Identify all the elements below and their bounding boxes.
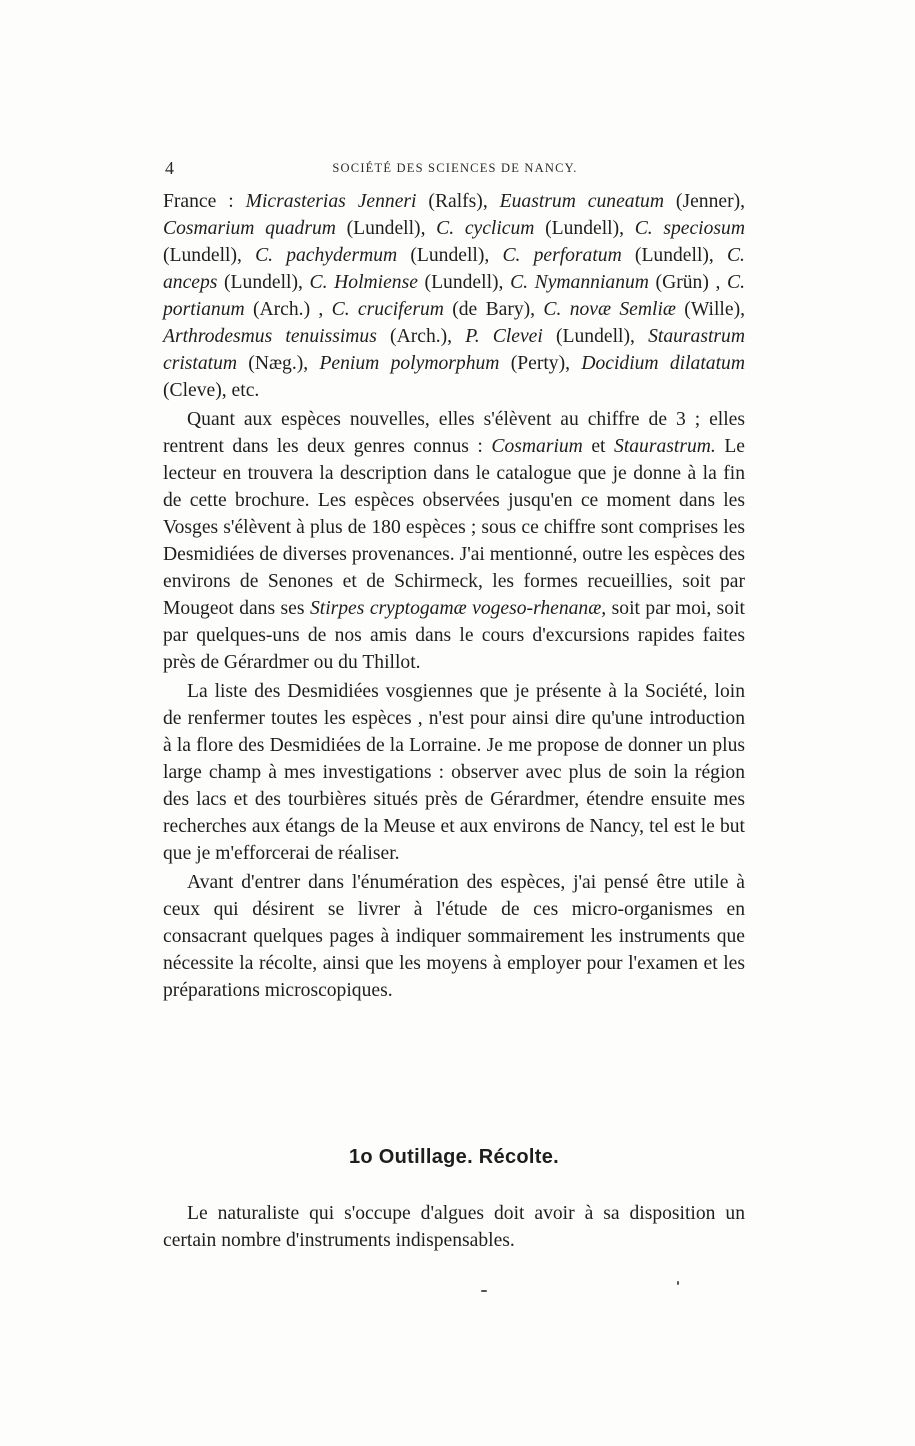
- text-run: (Grün) ,: [648, 272, 728, 293]
- text-run: (Lundell),: [335, 218, 437, 239]
- italic-taxon: C. Nymannianum: [510, 272, 649, 293]
- text-run: Avant d'entrer dans l'énumération des espèces, j'ai pensé être utile à ceux qui désirent se livrer à l'étude de ces micro-organismes en consacrant quelques pages à indiquer sommairement les instruments que nécessite la récolte, ainsi que les moyens à employer pour l'examen et les préparations microscopiques.: [163, 872, 745, 1001]
- italic-taxon: Penium polymorphum: [319, 353, 500, 374]
- text-run: (Ralfs),: [416, 191, 500, 212]
- text-run: (Lundell),: [621, 245, 727, 266]
- italic-taxon: C. Holmiense: [309, 272, 418, 293]
- italic-taxon: Cosmarium quadrum: [163, 218, 336, 239]
- closing-text: [163, 1200, 745, 1256]
- paragraph: [163, 406, 745, 676]
- italic-taxon: Arthrodesmus tenuissimus: [163, 326, 377, 347]
- italic-taxon: Docidium dilatatum: [581, 353, 745, 374]
- text-run: La liste des Desmidiées vosgiennes que je présente à la Société, loin de renfermer toutes les espèces , n'est pour ainsi dire qu'une introduction à la flore des Desmidiées de la Lorraine. Je me propose de donner un plus large champ à mes investigations : observer avec plus de soin la région des lacs et des tourbières situés près de Gérardmer, étendre ensuite mes recherches aux étangs de la Meuse et aux environs de Nancy, tel est le but que je m'efforcerai de réaliser.: [163, 681, 745, 864]
- scan-speck: [677, 1281, 679, 1285]
- running-head: SOCIÉTÉ DES SCIENCES DE NANCY.: [332, 161, 578, 175]
- italic-taxon: C. pachydermum: [255, 245, 398, 266]
- italic-taxon: C. cruciferum: [331, 299, 444, 320]
- scan-speck: [481, 1290, 487, 1292]
- italic-taxon: C. cyclicum: [436, 218, 535, 239]
- paragraph: [163, 678, 745, 867]
- italic-taxon: P. Clevei: [465, 326, 543, 347]
- text-run: (de Bary),: [443, 299, 544, 320]
- page-header: [165, 158, 745, 180]
- text-run: Le lecteur en trouvera la description dans le catalogue que je donne à la fin de cette brochure. Les espèces observées jusqu'en ce moment dans les Vosges s'élèvent à plus de 180 espèces ; sous ce chiffre sont comprises les Desmidiées de diverses provenances. J'ai mentionné, outre les espèces des environs de Senones et de Schirmeck, les formes recueillies, soit par Mougeot dans ses: [163, 436, 745, 619]
- italic-taxon: Cosmarium: [491, 436, 583, 457]
- italic-taxon: Staurastrum.: [614, 436, 716, 457]
- text-run: (Lundell),: [534, 218, 635, 239]
- italic-taxon: C. speciosum: [634, 218, 745, 239]
- text-run: Quant aux espèces nouvelles, elles s'élèvent au chiffre de 3 ; elles rentrent dans les deux genres connus :: [163, 409, 745, 457]
- text-run: (Lundell),: [163, 245, 256, 266]
- body-text: [163, 188, 745, 1006]
- page-number: 4: [165, 158, 174, 178]
- text-run: Le naturaliste qui s'occupe d'algues doit avoir à sa disposition un certain nombre d'instruments indispensables.: [163, 1203, 745, 1251]
- text-run: (Cleve), etc.: [163, 380, 260, 401]
- text-run: (Arch.) ,: [244, 299, 332, 320]
- text-run: et: [582, 436, 615, 457]
- text-run: France :: [163, 191, 246, 212]
- italic-taxon: C. perforatum: [502, 245, 622, 266]
- italic-taxon: Micrasterias Jenneri: [245, 191, 417, 212]
- text-run: (Arch.),: [376, 326, 466, 347]
- paragraph: [163, 869, 745, 1004]
- text-run: (Lundell),: [542, 326, 649, 347]
- text-run: (Lundell),: [417, 272, 511, 293]
- italic-taxon: Euastrum cuneatum: [499, 191, 664, 212]
- italic-taxon: C. novæ Semliæ: [543, 299, 676, 320]
- italic-taxon: Staurastrum cristatum: [163, 326, 745, 374]
- text-run: (Næg.),: [237, 353, 320, 374]
- text-run: soit par moi, soit par quelques-uns de nos amis dans le cours d'excursions rapides faites près de Gérardmer ou du Thillot.: [163, 598, 745, 673]
- text-run: (Perty),: [499, 353, 582, 374]
- text-run: (Jenner),: [664, 191, 746, 212]
- section-heading: 1o Outillage. Récolte.: [349, 1146, 559, 1168]
- italic-taxon: C. anceps: [163, 245, 745, 293]
- italic-taxon: C. portianum: [163, 272, 745, 320]
- text-run: (Lundell),: [397, 245, 503, 266]
- text-run: (Wille),: [675, 299, 745, 320]
- paragraph: [163, 188, 745, 404]
- italic-taxon: Stirpes cryptogamæ vogeso-rhenanæ,: [309, 598, 607, 619]
- paragraph: [163, 1200, 745, 1254]
- text-run: (Lundell),: [217, 272, 310, 293]
